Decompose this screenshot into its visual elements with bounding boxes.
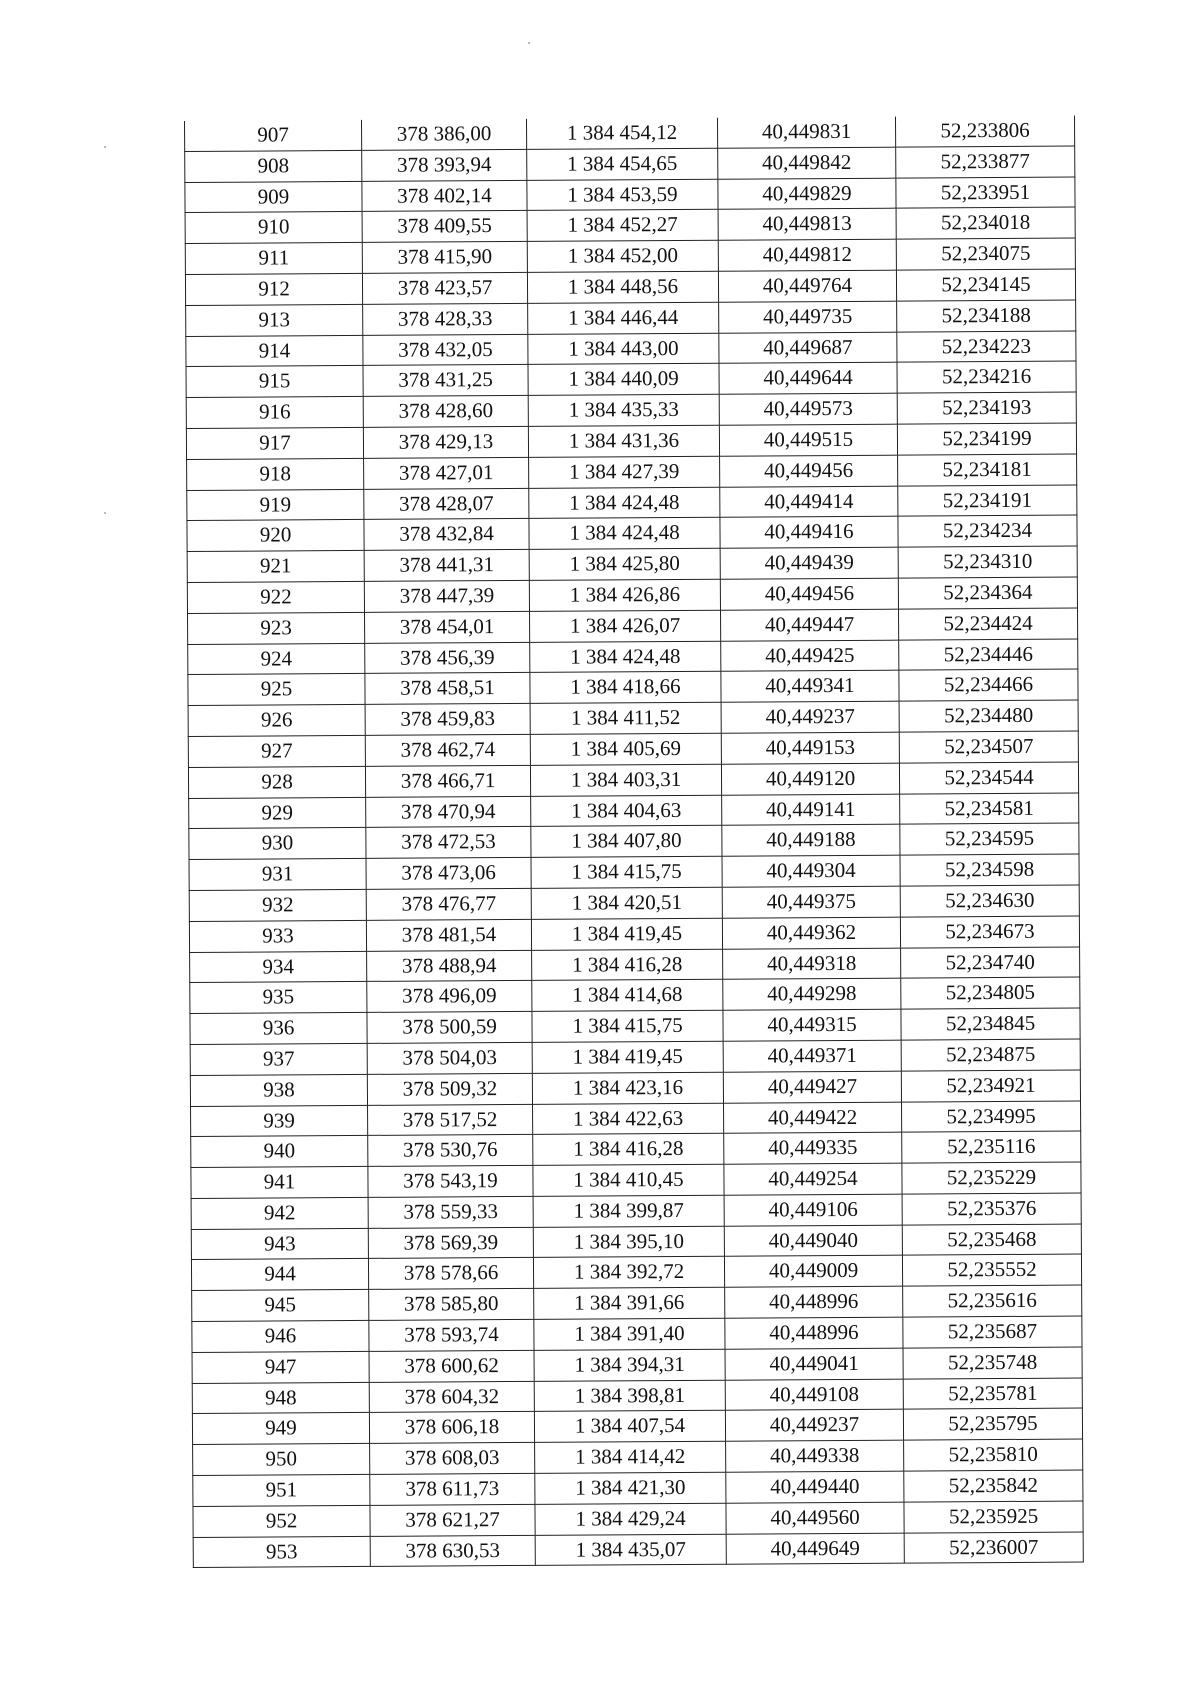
table-row xyxy=(189,793,1079,829)
x-coordinate-cell: 378 600,62 xyxy=(369,1350,534,1382)
latitude-cell: 40,448996 xyxy=(725,1286,903,1318)
point-number-cell: 914 xyxy=(186,335,363,367)
latitude-cell: 40,449009 xyxy=(724,1256,902,1288)
table-row xyxy=(188,700,1078,736)
longitude-cell: 52,234598 xyxy=(900,854,1079,886)
y-coordinate-cell: 1 384 435,33 xyxy=(528,394,719,426)
point-number-cell: 951 xyxy=(193,1474,370,1506)
latitude-cell: 40,449304 xyxy=(722,855,900,887)
y-coordinate-cell: 1 384 415,75 xyxy=(531,856,722,888)
longitude-cell: 52,234480 xyxy=(899,700,1078,732)
table-row xyxy=(189,823,1079,859)
latitude-cell: 40,449829 xyxy=(718,178,896,210)
y-coordinate-cell: 1 384 419,45 xyxy=(532,1041,723,1073)
x-coordinate-cell: 378 432,05 xyxy=(363,334,528,366)
point-number-cell: 918 xyxy=(187,458,364,490)
x-coordinate-cell: 378 458,51 xyxy=(365,673,530,705)
latitude-cell: 40,449649 xyxy=(726,1533,904,1565)
table-row xyxy=(191,1224,1081,1260)
x-coordinate-cell: 378 409,55 xyxy=(362,211,527,243)
x-coordinate-cell: 378 543,19 xyxy=(368,1165,533,1197)
point-number-cell: 940 xyxy=(191,1136,368,1168)
longitude-cell: 52,235781 xyxy=(903,1378,1082,1410)
table-row xyxy=(186,361,1076,397)
point-number-cell: 916 xyxy=(186,397,363,429)
point-number-cell: 950 xyxy=(193,1444,370,1476)
point-number-cell: 930 xyxy=(189,828,366,860)
x-coordinate-cell: 378 428,33 xyxy=(363,303,528,335)
point-number-cell: 927 xyxy=(188,735,365,767)
x-coordinate-cell: 378 630,53 xyxy=(370,1535,535,1567)
table-row xyxy=(192,1409,1082,1445)
point-number-cell: 922 xyxy=(187,581,364,613)
table-row xyxy=(191,1131,1081,1167)
y-coordinate-cell: 1 384 421,30 xyxy=(535,1472,726,1504)
y-coordinate-cell: 1 384 407,54 xyxy=(534,1411,725,1443)
y-coordinate-cell: 1 384 405,69 xyxy=(530,733,721,765)
x-coordinate-cell: 378 470,94 xyxy=(366,796,531,828)
table-row xyxy=(190,1039,1080,1075)
table-row xyxy=(185,269,1075,305)
x-coordinate-cell: 378 559,33 xyxy=(368,1196,533,1228)
latitude-cell: 40,449338 xyxy=(726,1440,904,1472)
x-coordinate-cell: 378 441,31 xyxy=(364,550,529,582)
longitude-cell: 52,234595 xyxy=(900,823,1079,855)
table-row xyxy=(185,146,1075,182)
point-number-cell: 928 xyxy=(188,766,365,798)
table-row xyxy=(192,1347,1082,1383)
y-coordinate-cell: 1 384 415,75 xyxy=(532,1010,723,1042)
table-row xyxy=(187,485,1077,521)
longitude-cell: 52,235795 xyxy=(903,1409,1082,1441)
latitude-cell: 40,449362 xyxy=(722,917,900,949)
x-coordinate-cell: 378 456,39 xyxy=(365,642,530,674)
y-coordinate-cell: 1 384 423,16 xyxy=(532,1072,723,1104)
longitude-cell: 52,234181 xyxy=(898,454,1077,486)
y-coordinate-cell: 1 384 422,63 xyxy=(533,1103,724,1135)
table-row xyxy=(192,1316,1082,1352)
y-coordinate-cell: 1 384 443,00 xyxy=(528,333,719,365)
table-row xyxy=(188,762,1078,798)
latitude-cell: 40,449764 xyxy=(718,270,896,302)
longitude-cell: 52,234364 xyxy=(898,577,1077,609)
latitude-cell: 40,449371 xyxy=(723,1040,901,1072)
longitude-cell: 52,236007 xyxy=(904,1532,1083,1564)
x-coordinate-cell: 378 569,39 xyxy=(368,1227,533,1259)
table-row xyxy=(188,669,1078,705)
x-coordinate-cell: 378 459,83 xyxy=(365,704,530,736)
point-number-cell: 910 xyxy=(185,212,362,244)
latitude-cell: 40,449041 xyxy=(725,1348,903,1380)
table-row xyxy=(190,1008,1080,1044)
latitude-cell: 40,449237 xyxy=(725,1410,903,1442)
y-coordinate-cell: 1 384 414,68 xyxy=(532,980,723,1012)
point-number-cell: 934 xyxy=(190,951,367,983)
table-row xyxy=(187,577,1077,613)
longitude-cell: 52,234018 xyxy=(896,207,1075,239)
y-coordinate-cell: 1 384 411,52 xyxy=(530,702,721,734)
table-row xyxy=(186,300,1076,336)
longitude-cell: 52,235552 xyxy=(902,1255,1081,1287)
point-number-cell: 919 xyxy=(187,489,364,521)
longitude-cell: 52,234875 xyxy=(901,1039,1080,1071)
latitude-cell: 40,449108 xyxy=(725,1379,903,1411)
y-coordinate-cell: 1 384 391,66 xyxy=(534,1288,725,1320)
longitude-cell: 52,234310 xyxy=(898,546,1077,578)
table-row xyxy=(189,854,1079,890)
y-coordinate-cell: 1 384 420,51 xyxy=(531,887,722,919)
longitude-cell: 52,234805 xyxy=(901,977,1080,1009)
latitude-cell: 40,449153 xyxy=(721,732,899,764)
longitude-cell: 52,235842 xyxy=(904,1470,1083,1502)
x-coordinate-cell: 378 517,52 xyxy=(368,1104,533,1136)
point-number-cell: 936 xyxy=(190,1013,367,1045)
point-number-cell: 945 xyxy=(192,1290,369,1322)
y-coordinate-cell: 1 384 426,07 xyxy=(530,610,721,642)
y-coordinate-cell: 1 384 425,80 xyxy=(529,548,720,580)
table-row xyxy=(192,1285,1082,1321)
table-row xyxy=(188,608,1078,644)
longitude-cell: 52,234216 xyxy=(897,361,1076,393)
longitude-cell: 52,234424 xyxy=(898,608,1077,640)
y-coordinate-cell: 1 384 416,28 xyxy=(533,1134,724,1166)
y-coordinate-cell: 1 384 454,12 xyxy=(526,118,717,149)
latitude-cell: 40,449831 xyxy=(717,117,895,148)
x-coordinate-cell: 378 472,53 xyxy=(366,827,531,859)
longitude-cell: 52,235376 xyxy=(902,1193,1081,1225)
longitude-cell: 52,235229 xyxy=(902,1162,1081,1194)
y-coordinate-cell: 1 384 403,31 xyxy=(530,764,721,796)
point-number-cell: 917 xyxy=(186,427,363,459)
table-row xyxy=(193,1501,1083,1537)
x-coordinate-cell: 378 608,03 xyxy=(370,1443,535,1475)
x-coordinate-cell: 378 386,00 xyxy=(361,119,526,150)
x-coordinate-cell: 378 606,18 xyxy=(369,1412,534,1444)
latitude-cell: 40,449341 xyxy=(721,670,899,702)
y-coordinate-cell: 1 384 453,59 xyxy=(527,179,718,211)
y-coordinate-cell: 1 384 404,63 xyxy=(531,795,722,827)
latitude-cell: 40,449375 xyxy=(722,886,900,918)
latitude-cell: 40,449188 xyxy=(722,824,900,856)
table-row xyxy=(186,423,1076,459)
x-coordinate-cell: 378 488,94 xyxy=(367,950,532,982)
table-row xyxy=(188,731,1078,767)
table-row xyxy=(189,916,1079,952)
point-number-cell: 952 xyxy=(193,1505,370,1537)
point-number-cell: 949 xyxy=(192,1413,369,1445)
longitude-cell: 52,234581 xyxy=(900,793,1079,825)
latitude-cell: 40,449416 xyxy=(720,517,898,549)
point-number-cell: 941 xyxy=(191,1166,368,1198)
y-coordinate-cell: 1 384 410,45 xyxy=(533,1164,724,1196)
y-coordinate-cell: 1 384 419,45 xyxy=(531,918,722,950)
point-number-cell: 943 xyxy=(191,1228,368,1260)
latitude-cell: 40,449422 xyxy=(724,1102,902,1134)
longitude-cell: 52,233806 xyxy=(895,116,1074,147)
table-row xyxy=(192,1378,1082,1414)
table-row xyxy=(187,515,1077,551)
table-row xyxy=(186,331,1076,367)
x-coordinate-cell: 378 462,74 xyxy=(365,734,530,766)
latitude-cell: 40,449447 xyxy=(720,609,898,641)
latitude-cell: 40,449644 xyxy=(719,363,897,395)
latitude-cell: 40,449456 xyxy=(720,455,898,487)
x-coordinate-cell: 378 509,32 xyxy=(367,1073,532,1105)
latitude-cell: 40,449515 xyxy=(719,424,897,456)
table-row xyxy=(190,977,1080,1013)
latitude-cell: 40,449120 xyxy=(721,763,899,795)
y-coordinate-cell: 1 384 424,48 xyxy=(530,641,721,673)
y-coordinate-cell: 1 384 452,00 xyxy=(527,240,718,272)
table-row xyxy=(191,1193,1081,1229)
longitude-cell: 52,234446 xyxy=(899,639,1078,671)
longitude-cell: 52,234466 xyxy=(899,669,1078,701)
point-number-cell: 913 xyxy=(186,304,363,336)
coordinates-table-body xyxy=(184,116,1083,1568)
y-coordinate-cell: 1 384 392,72 xyxy=(533,1257,724,1289)
y-coordinate-cell: 1 384 399,87 xyxy=(533,1195,724,1227)
y-coordinate-cell: 1 384 407,80 xyxy=(531,826,722,858)
point-number-cell: 920 xyxy=(187,520,364,552)
longitude-cell: 52,234740 xyxy=(901,947,1080,979)
x-coordinate-cell: 378 500,59 xyxy=(367,1012,532,1044)
x-coordinate-cell: 378 504,03 xyxy=(367,1042,532,1074)
x-coordinate-cell: 378 423,57 xyxy=(362,272,527,304)
y-coordinate-cell: 1 384 431,36 xyxy=(528,425,719,457)
longitude-cell: 52,233877 xyxy=(896,146,1075,178)
coordinates-table xyxy=(184,116,1084,1569)
table-row xyxy=(191,1255,1081,1291)
y-coordinate-cell: 1 384 398,81 xyxy=(534,1380,725,1412)
table-row xyxy=(187,454,1077,490)
point-number-cell: 947 xyxy=(192,1351,369,1383)
latitude-cell: 40,449439 xyxy=(720,547,898,579)
x-coordinate-cell: 378 466,71 xyxy=(365,765,530,797)
point-number-cell: 931 xyxy=(189,859,366,891)
latitude-cell: 40,449813 xyxy=(718,209,896,241)
latitude-cell: 40,448996 xyxy=(725,1317,903,1349)
latitude-cell: 40,449425 xyxy=(721,640,899,672)
longitude-cell: 52,234507 xyxy=(899,731,1078,763)
table-row xyxy=(185,177,1075,213)
point-number-cell: 953 xyxy=(193,1536,370,1568)
point-number-cell: 942 xyxy=(191,1197,368,1229)
x-coordinate-cell: 378 429,13 xyxy=(363,426,528,458)
longitude-cell: 52,235748 xyxy=(903,1347,1082,1379)
longitude-cell: 52,234188 xyxy=(897,300,1076,332)
x-coordinate-cell: 378 447,39 xyxy=(364,580,529,612)
latitude-cell: 40,449414 xyxy=(720,486,898,518)
longitude-cell: 52,234845 xyxy=(901,1008,1080,1040)
latitude-cell: 40,449254 xyxy=(724,1163,902,1195)
point-number-cell: 909 xyxy=(185,181,362,213)
x-coordinate-cell: 378 402,14 xyxy=(362,180,527,212)
y-coordinate-cell: 1 384 452,27 xyxy=(527,210,718,242)
latitude-cell: 40,449560 xyxy=(726,1502,904,1534)
y-coordinate-cell: 1 384 391,40 xyxy=(534,1318,725,1350)
x-coordinate-cell: 378 585,80 xyxy=(369,1289,534,1321)
point-number-cell: 948 xyxy=(192,1382,369,1414)
longitude-cell: 52,234995 xyxy=(902,1101,1081,1133)
point-number-cell: 946 xyxy=(192,1320,369,1352)
point-number-cell: 926 xyxy=(188,705,365,737)
x-coordinate-cell: 378 593,74 xyxy=(369,1319,534,1351)
point-number-cell: 937 xyxy=(190,1043,367,1075)
longitude-cell: 52,234145 xyxy=(896,269,1075,301)
x-coordinate-cell: 378 476,77 xyxy=(366,888,531,920)
point-number-cell: 935 xyxy=(190,982,367,1014)
latitude-cell: 40,449040 xyxy=(724,1225,902,1257)
x-coordinate-cell: 378 415,90 xyxy=(362,242,527,274)
table-row xyxy=(185,238,1075,274)
latitude-cell: 40,449440 xyxy=(726,1471,904,1503)
longitude-cell: 52,234191 xyxy=(898,485,1077,517)
x-coordinate-cell: 378 428,60 xyxy=(363,396,528,428)
x-coordinate-cell: 378 604,32 xyxy=(369,1381,534,1413)
y-coordinate-cell: 1 384 448,56 xyxy=(527,271,718,303)
point-number-cell: 938 xyxy=(190,1074,367,1106)
longitude-cell: 52,234199 xyxy=(897,423,1076,455)
x-coordinate-cell: 378 427,01 xyxy=(364,457,529,489)
y-coordinate-cell: 1 384 395,10 xyxy=(533,1226,724,1258)
point-number-cell: 911 xyxy=(185,243,362,275)
x-coordinate-cell: 378 621,27 xyxy=(370,1504,535,1536)
latitude-cell: 40,449456 xyxy=(720,578,898,610)
longitude-cell: 52,234630 xyxy=(900,885,1079,917)
scan-speck xyxy=(104,512,106,514)
point-number-cell: 924 xyxy=(188,643,365,675)
longitude-cell: 52,235925 xyxy=(904,1501,1083,1533)
longitude-cell: 52,235810 xyxy=(904,1439,1083,1471)
longitude-cell: 52,234193 xyxy=(897,392,1076,424)
y-coordinate-cell: 1 384 446,44 xyxy=(528,302,719,334)
longitude-cell: 52,233951 xyxy=(896,177,1075,209)
longitude-cell: 52,235468 xyxy=(902,1224,1081,1256)
point-number-cell: 944 xyxy=(191,1259,368,1291)
x-coordinate-cell: 378 393,94 xyxy=(362,149,527,181)
longitude-cell: 52,235116 xyxy=(902,1131,1081,1163)
table-row xyxy=(184,116,1074,152)
point-number-cell: 908 xyxy=(185,150,362,182)
latitude-cell: 40,449106 xyxy=(724,1194,902,1226)
table-row xyxy=(191,1162,1081,1198)
point-number-cell: 932 xyxy=(189,889,366,921)
table-row xyxy=(185,207,1075,243)
latitude-cell: 40,449298 xyxy=(723,978,901,1010)
longitude-cell: 52,235687 xyxy=(903,1316,1082,1348)
x-coordinate-cell: 378 481,54 xyxy=(366,919,531,951)
longitude-cell: 52,234673 xyxy=(900,916,1079,948)
table-row xyxy=(191,1101,1081,1137)
point-number-cell: 929 xyxy=(189,797,366,829)
point-number-cell: 907 xyxy=(184,120,361,151)
table-row xyxy=(190,1070,1080,1106)
y-coordinate-cell: 1 384 414,42 xyxy=(535,1441,726,1473)
latitude-cell: 40,449687 xyxy=(719,332,897,364)
x-coordinate-cell: 378 454,01 xyxy=(365,611,530,643)
table-row xyxy=(193,1532,1083,1568)
longitude-cell: 52,234544 xyxy=(899,762,1078,794)
longitude-cell: 52,234234 xyxy=(898,515,1077,547)
scan-speck xyxy=(104,146,106,148)
table-row xyxy=(186,392,1076,428)
y-coordinate-cell: 1 384 394,31 xyxy=(534,1349,725,1381)
x-coordinate-cell: 378 578,66 xyxy=(368,1258,533,1290)
latitude-cell: 40,449812 xyxy=(718,239,896,271)
y-coordinate-cell: 1 384 426,86 xyxy=(529,579,720,611)
y-coordinate-cell: 1 384 418,66 xyxy=(530,672,721,704)
x-coordinate-cell: 378 530,76 xyxy=(368,1135,533,1167)
y-coordinate-cell: 1 384 424,48 xyxy=(529,487,720,519)
table-row xyxy=(190,947,1080,983)
y-coordinate-cell: 1 384 440,09 xyxy=(528,364,719,396)
latitude-cell: 40,449315 xyxy=(723,1009,901,1041)
point-number-cell: 912 xyxy=(185,273,362,305)
y-coordinate-cell: 1 384 427,39 xyxy=(529,456,720,488)
table-row xyxy=(193,1470,1083,1506)
longitude-cell: 52,234921 xyxy=(901,1070,1080,1102)
x-coordinate-cell: 378 431,25 xyxy=(363,365,528,397)
y-coordinate-cell: 1 384 416,28 xyxy=(532,949,723,981)
y-coordinate-cell: 1 384 435,07 xyxy=(535,1534,726,1566)
point-number-cell: 933 xyxy=(189,920,366,952)
x-coordinate-cell: 378 611,73 xyxy=(370,1473,535,1505)
point-number-cell: 915 xyxy=(186,366,363,398)
latitude-cell: 40,449735 xyxy=(719,301,897,333)
y-coordinate-cell: 1 384 424,48 xyxy=(529,518,720,550)
longitude-cell: 52,234223 xyxy=(897,331,1076,363)
table-row xyxy=(189,885,1079,921)
x-coordinate-cell: 378 428,07 xyxy=(364,488,529,520)
latitude-cell: 40,449842 xyxy=(718,147,896,179)
point-number-cell: 923 xyxy=(188,612,365,644)
x-coordinate-cell: 378 432,84 xyxy=(364,519,529,551)
y-coordinate-cell: 1 384 454,65 xyxy=(527,148,718,180)
point-number-cell: 939 xyxy=(191,1105,368,1137)
latitude-cell: 40,449427 xyxy=(723,1071,901,1103)
longitude-cell: 52,235616 xyxy=(903,1285,1082,1317)
table-row xyxy=(187,546,1077,582)
scan-speck xyxy=(528,42,530,44)
table-row xyxy=(193,1439,1083,1475)
x-coordinate-cell: 378 473,06 xyxy=(366,858,531,890)
point-number-cell: 925 xyxy=(188,674,365,706)
latitude-cell: 40,449141 xyxy=(722,794,900,826)
x-coordinate-cell: 378 496,09 xyxy=(367,981,532,1013)
table-row xyxy=(188,639,1078,675)
y-coordinate-cell: 1 384 429,24 xyxy=(535,1503,726,1535)
point-number-cell: 921 xyxy=(187,551,364,583)
longitude-cell: 52,234075 xyxy=(896,238,1075,270)
latitude-cell: 40,449237 xyxy=(721,701,899,733)
latitude-cell: 40,449318 xyxy=(723,948,901,980)
latitude-cell: 40,449335 xyxy=(724,1132,902,1164)
latitude-cell: 40,449573 xyxy=(719,393,897,425)
